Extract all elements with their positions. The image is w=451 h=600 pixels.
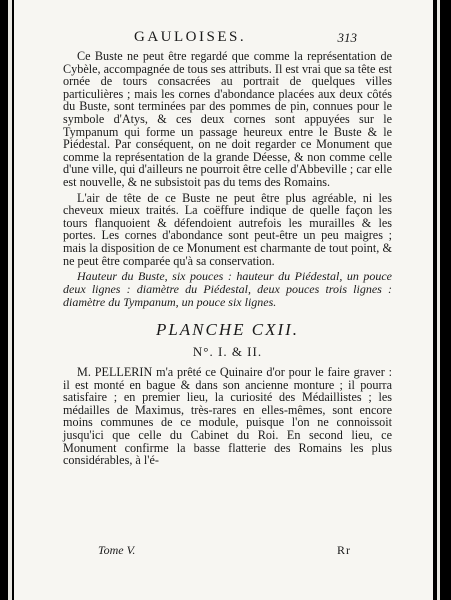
page-header [14,29,433,47]
page-body [63,50,392,467]
dimensions-note: Hauteur du Buste, six pouces : hauteur du Piédestal, un pouce deux lignes : diamètre du Piédestal, deux pouces trois lignes : diamètre du Tympanum, un pouce six lignes. [63,269,392,310]
running-head: GAULOISES. [134,29,247,45]
volume-label: Tome V. [98,543,136,557]
plate-title: PLANCHE CXII. [155,320,300,340]
plate-numbers: N°. I. & II. [192,344,263,360]
paragraph-head-style: L'air de tête de ce Buste ne peut être plus agréable, ni les cheveux mieux traités. La coëffure indique de quelle façon les tours flanquoient & défendoient autrefois les murailles & les portes. Les cornes d'abondance sont peut-être un peu maigres ; mais la disposition de ce Monument est charmante de tout point, & ne peut être comparée qu'à sa conservation. [63,190,392,268]
book-page [14,0,433,600]
page-number: 313 [337,30,357,45]
right-page-edge [437,0,440,600]
page-footer [14,543,433,559]
paragraph-quinaire: M. PELLERIN m'a prêté ce Quinaire d'or pour le faire graver : il est monté en bague & dans son ancienne monture ; il pourra satisfaire ; en premier lieu, la curiosité des Médaillistes ; les médailles de Maximus, très-rares en elles-mêmes, sont encore moins communes de ce module, puisque l'on ne connoissoit jusqu'ici que celle du Cabinet du Roi. En second lieu, ce Monument confirme la basse flatterie des Romains les plus considérables, à l'é- [63,365,392,468]
paragraph-bust-description: Ce Buste ne peut être regardé que comme la représentation de Cybèle, accompagnée de tous ses attributs. Il est vrai que sa tête est ornée de tours consacrées au portrait de quelques villes particulières ; mais les cornes d'abondance placées aux deux côtés du Buste, sont terminées par des pommes de pin, connues pour le symbole d'Atys, & ces deux cornes sont appuyées sur le Tympanum qui forme un passage heureux entre le Buste & le Piédestal. Par conséquent, on ne doit regarder ce Monument que comme la représentation de la grande Déesse, & non comme celle d'une ville, qui d'ailleurs ne pourroit être celle d'Abbeville ; car elle est nouvelle, & ne subsistoit pas du tems des Romains. [63,49,392,189]
left-page-edge [8,0,12,600]
signature-mark: Rr [337,543,351,557]
